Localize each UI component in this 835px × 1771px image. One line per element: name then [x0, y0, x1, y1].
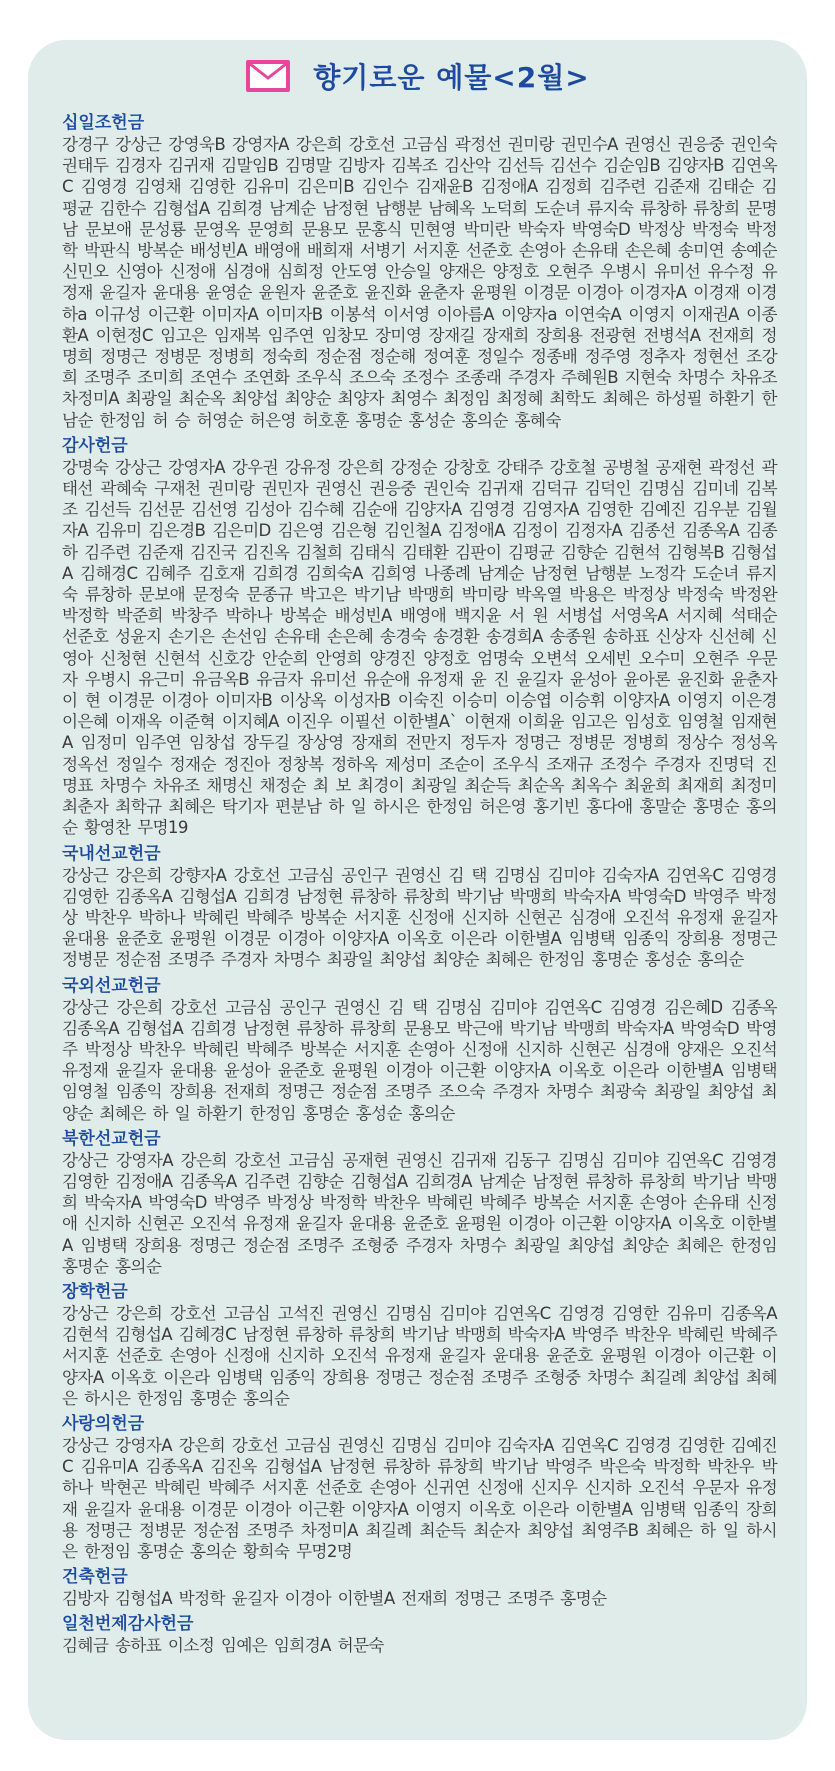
section-title: 북한선교헌금	[62, 1128, 161, 1149]
donor-names: 김혜금 송하표 이소정 임예은 임희경A 허문숙	[62, 1636, 384, 1656]
donor-names: 강상근 강영자A 강은희 강호선 고금심 권영신 김명심 김미야 김숙자A 김연옥C 김영경 김영한 김예진C 김유미A 김종옥A 김진옥 김형섭A 남정현 류창하 류창희 박기남 박영주 박은숙 박정학 박찬우 박하나 박현곤 박혜린 박혜주 서지훈 선준호 손영아 신귀연 신정애 신지우 신지하 오진석 우문자 유정재 윤길자 윤대용 이경문 이경아 이근환 이양자A 이영지 이옥호 이은라 이한별A 임병택 임종익 장희용 정명근 정병문 정순점 조명주 차정미A 최길례 최순득 최순자 최양섭 최영주B 최혜은 하 일 하시은 한정임 홍명순 홍의순 황희숙 무명2명	[62, 1435, 777, 1561]
section-title: 일천번제감사헌금	[62, 1614, 194, 1635]
section-thanksgiving	[62, 435, 777, 839]
section-love	[62, 1413, 777, 1562]
section-title: 십일조헌금	[62, 113, 145, 133]
section-title: 국외선교헌금	[62, 975, 161, 996]
section-tithe	[62, 112, 777, 431]
section-overseas-mission	[62, 975, 777, 1124]
section-title: 감사헌금	[62, 435, 128, 456]
donor-names: 김방자 김형섭A 박정학 윤길자 이경아 이한별A 전재희 정명근 조명주 홍명순	[62, 1589, 607, 1609]
donor-names: 강경구 강상근 강영욱B 강영자A 강은희 강호선 고금심 곽정선 권미랑 권민수A 권영신 권응중 권인숙 권태두 김경자 김귀재 김말임B 김명말 김방자 김복조 김산악 김선득 김선수 김순임B 김양자B 김연옥C 김영경 김영채 김영한 김유미 김은미B 김인수 김재윤B 김정애A 김정희 김주련 김준재 김태순 김평균 김한수 김형섭A 김희경 남계순 남정현 남행분 남혜옥 노덕희 도순녀 류지숙 류창하 류창희 문명남 문보애 문성룡 문영옥 문영희 문용모 문홍식 민현영 박미란 박숙자 박영숙D 박정상 박정숙 박정학 박판식 방복순 배성빈A 배영애 배희재 서병기 서지훈 선준호 손영아 손유태 손은혜 송미연 송예순 신민오 신영아 신정애 심경애 심희정 안도영 안승일 양재은 양정호 오현주 우병시 유미선 유수정 유정재 윤길자 윤대용 윤영순 윤원자 윤준호 윤진화 윤춘자 윤평원 이경문 이경아 이경자A 이경재 이경하a 이규성 이근환 이미자A 이미자B 이봉석 이서영 이아름A 이양자a 이연숙A 이영지 이재권A 이종환A 이현정C 임고은 임재복 임주연 임창모 장미영 장재길 장재희 장희용 전광현 전병석A 전재희 정명희 정명근 정병문 정병희 정숙희 정순점 정순해 정여훈 정일수 정종배 정주영 정추자 정현선 조강희 조명주 조미희 조연수 조연화 조우식 조으숙 조정수 조종래 주경자 주혜원B 지현숙 차명수 차유조 차정미A 최광일 최순옥 최양섭 최양순 최양자 최영수 최정임 최정혜 최학도 최혜은 하성필 하환기 한남순 한정임 허 승 허영순 허은영 허호훈 홍명순 홍성순 홍의순 홍혜숙	[62, 135, 777, 430]
section-building	[62, 1566, 777, 1609]
section-title: 사랑의헌금	[62, 1413, 145, 1434]
offering-list	[62, 108, 777, 1657]
page-title: 향기로운 예물<2월>	[313, 61, 590, 94]
envelope-icon	[245, 59, 291, 93]
section-thousand-offering	[62, 1613, 777, 1656]
donor-names: 강명숙 강상근 강영자A 강우권 강유정 강은희 강정순 강창호 강태주 강호철 공병철 공재현 곽정선 곽태선 곽혜숙 구재천 권미랑 권민자 권영신 권응중 권인숙 김귀재 김덕규 김덕인 김명심 김미네 김복조 김선득 김선문 김선영 김성아 김수혜 김순애 김양자A 김영경 김영자A 김영한 김예진 김우분 김월자A 김유미 김은경B 김은미D 김은영 김은형 김인철A 김정애A 김정이 김정자A 김종선 김종옥A 김종하 김주련 김준재 김진국 김진옥 김철희 김태식 김태환 김판이 김평균 김향순 김현석 김형복B 김형섭A 김해경C 김혜주 김호재 김희경 김희숙A 김희영 나종례 남계순 남정현 남행분 노정각 도순녀 류지숙 류창하 문보애 문정숙 문종규 박고은 박기남 박맹희 박미랑 박옥열 박용은 박정상 박정숙 박정완 박정학 박준희 박창주 박하나 방복순 배성빈A 배영애 백지윤 서 원 서병섭 서영옥A 서지혜 석태순 선준호 성윤지 손기은 손선임 손유태 손은혜 송경숙 송경환 송경희A 송종원 송하표 신상자 신선혜 신영아 신청현 신현석 신호강 안순희 안영희 양경진 양정호 엄명숙 오변석 오세빈 오수미 오현주 우문자 우병시 유근미 유금옥B 유금자 유미선 유순애 유정재 윤 진 윤길자 윤성아 윤아론 윤진화 윤춘자 이 현 이경문 이경아 이미자B 이상옥 이성자B 이숙진 이승미 이승엽 이승휘 이양자A 이영지 이은경 이은혜 이재옥 이준혁 이지혜A 이진우 이필선 이한별A` 이현재 이희윤 임고은 임성호 임영철 임재현A 임정미 임주연 임창섭 장두길 장상영 장재희 전만지 정두자 정명근 정병문 정병희 정상수 정성옥 정옥선 정일수 정재순 정진아 정창복 정하옥 제성미 조순이 조우식 조재규 조정수 주경자 진명덕 진명표 차명수 차유조 채명신 채정순 최 보 최경이 최광일 최순득 최순옥 최옥수 최윤희 최재희 최정미 최춘자 최학규 최혜은 탁기자 편분남 하 일 하시은 한정임 허은영 홍기빈 홍다애 홍말순 홍명순 홍의순 황영찬 무명19	[62, 457, 777, 838]
donor-names: 강상근 강은희 강향자A 강호선 고금심 공인구 권영신 김 택 김명심 김미야 김숙자A 김연옥C 김영경 김영한 김종옥A 김형섭A 김희경 남정현 류창하 류창희 박기남 박맹희 박숙자A 박영숙D 박영주 박정상 박찬우 박하나 박혜린 박혜주 방복순 서지훈 신정애 신지하 신현곤 심경애 오진석 유정재 윤길자 윤대용 윤준호 윤평원 이경문 이경아 이양자A 이옥호 이은라 이한별A 임병택 임종익 장희용 정명근 정병문 정순점 조명주 주경자 차명수 최광일 최양섭 최양순 최혜은 한정임 홍명순 홍성순 홍의순	[62, 865, 777, 970]
section-domestic-mission	[62, 843, 777, 971]
section-north-korea-mission	[62, 1128, 777, 1277]
offering-card	[28, 40, 807, 1740]
section-scholarship	[62, 1281, 777, 1409]
section-title: 건축헌금	[62, 1567, 128, 1588]
section-title: 국내선교헌금	[62, 843, 161, 864]
donor-names: 강상근 강은희 강호선 고금심 고석진 권영신 김명심 김미야 김연옥C 김영경 김영한 김유미 김종옥A 김현석 김형섭A 김혜경C 남정현 류창하 류창희 박기남 박맹희 박숙자A 박영주 박찬우 박혜린 박혜주 서지훈 선준호 손영아 신정애 신지하 오진석 유정재 윤길자 윤대용 윤준호 윤평원 이경아 이근환 이양자A 이옥호 이은라 임병택 임종익 장희용 정명근 정순점 조명주 조형중 차명수 최길례 최양섭 최혜은 하시은 한정임 홍명순 홍의순	[62, 1303, 777, 1408]
header	[28, 52, 807, 100]
donor-names: 강상근 강은희 강호선 고금심 공인구 권영신 김 택 김명심 김미야 김연옥C 김영경 김은혜D 김종옥 김종옥A 김형섭A 김희경 남정현 류창하 류창희 문용모 박근애 박기남 박맹희 박숙자A 박영숙D 박영주 박정상 박찬우 박혜린 박혜주 방복순 서지훈 손영아 신정애 신지하 신현곤 심경애 양재은 오진석 유정재 윤길자 윤대용 윤성아 윤준호 윤평원 이경아 이근환 이양자A 이옥호 이은라 이한별A 임병택 임영철 임종익 장희용 전재희 정명근 정순점 조명주 조으숙 주경자 차명수 최광숙 최광일 최양섭 최양순 최혜은 하 일 하환기 한정임 홍명순 홍성순 홍의순	[62, 997, 777, 1123]
section-title: 장학헌금	[62, 1281, 128, 1302]
donor-names: 강상근 강영자A 강은희 강호선 고금심 공재현 권영신 김귀재 김동구 김명심 김미야 김연옥C 김영경 김영한 김정애A 김종옥A 김주련 김향순 김형섭A 김희경A 남계순 남정현 류창하 류창희 박기남 박맹희 박숙자A 박영숙D 박영주 박정상 박정학 박찬우 박혜린 박혜주 방복순 서지훈 손영아 손유태 신정애 신지하 신현곤 오진석 유정재 윤길자 윤대용 윤준호 윤평원 이경아 이근환 이양자A 이옥호 이한별A 임병택 장희용 정명근 정순점 조명주 조형중 주경자 차명수 최광일 최양섭 최양순 최혜은 한정임 홍명순 홍의순	[62, 1150, 777, 1276]
